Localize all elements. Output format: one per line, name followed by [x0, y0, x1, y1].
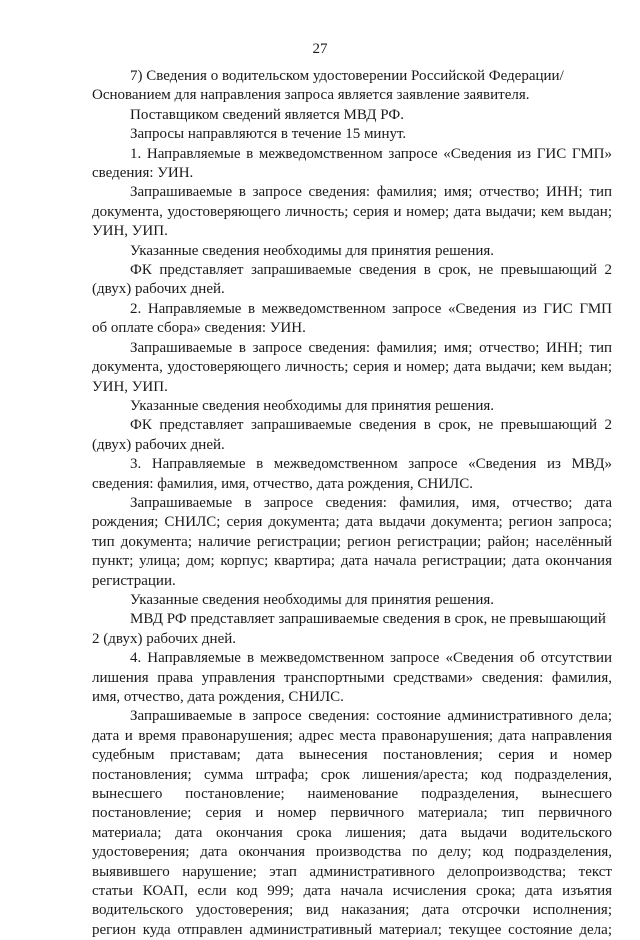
text-line: 2. Направляемые в межведомственном запросе «Сведения из ГИС ГМП: [130, 300, 612, 317]
intro-line: 7) Сведения о водительском удостоверении Российской Федерации/: [130, 68, 564, 84]
text-line: водительского удостоверения; вид наказания; дата отсрочки исполнения;: [92, 902, 612, 919]
text-line: 1. Направляемые в межведомственном запросе «Сведения из ГИС ГМП»: [130, 145, 612, 162]
text-line: рождения; СНИЛС; серия документа; дата выдачи документа; регион запроса;: [92, 514, 612, 531]
section-3-term: [92, 610, 612, 649]
text-line: Запрашиваемые в запросе сведения: фамилия; имя; отчество; ИНН; тип: [130, 184, 612, 201]
page-number: 27: [312, 41, 328, 57]
text-line: Указанные сведения необходимы для принятия решения.: [130, 591, 495, 608]
section-3-requested-data: [92, 494, 612, 591]
text-line: тип документа; наличие регистрации; регион регистрации; район; населённый: [92, 533, 612, 550]
text-line: материала; дата окончания срока лишения; дата выдачи водительского: [92, 824, 612, 841]
intro-paragraph: [92, 106, 612, 125]
text-line: пункт; улица; дом; корпус; квартира; дата начала регистрации; дата окончания: [92, 553, 612, 570]
text-line: 3. Направляемые в межведомственном запросе «Сведения из МВД»: [130, 456, 612, 473]
section-2-term: [92, 416, 612, 455]
section-1-requested-data: [92, 183, 612, 241]
text-line: об оплате сбора» сведения: УИН.: [92, 320, 306, 337]
section-2-requested-data: [92, 339, 612, 397]
text-line: Указанные сведения необходимы для принятия решения.: [130, 242, 495, 259]
section-3-request: [92, 455, 612, 494]
section-2-request: [92, 300, 612, 339]
text-line: сведения: фамилия, имя, отчество, дата рождения, СНИЛС.: [92, 475, 474, 492]
text-line: удостоверения; дата окончания производства по делу; код подразделения,: [92, 844, 612, 861]
section-4-requested-data: [92, 707, 612, 940]
text-line: ФК представляет запрашиваемые сведения в срок, не превышающий 2: [130, 417, 612, 434]
section-1-necessity: [92, 242, 612, 261]
intro-paragraph: [92, 67, 612, 86]
text-line: постановления; сумма штрафа; срок лишения/ареста; код подразделения,: [92, 766, 612, 783]
text-line: УИН, УИП.: [92, 223, 168, 240]
text-line: (двух) рабочих дней.: [92, 436, 225, 453]
text-line: вынесшего постановление; наименование подразделения, вынесшего: [92, 786, 612, 803]
intro-paragraph: [92, 125, 612, 144]
text-line: регион куда отправлен административный материал; текущее состояние дела;: [92, 921, 612, 938]
text-line: Указанные сведения необходимы для принятия решения.: [130, 397, 495, 414]
intro-line: Запросы направляются в течение 15 минут.: [130, 126, 407, 143]
section-3-necessity: [92, 591, 612, 610]
text-line: сведения: УИН.: [92, 165, 194, 182]
text-line: 4. Направляемые в межведомственном запросе «Сведения об отсутствии: [130, 650, 612, 667]
text-line: документа, удостоверяющего личность; серия и номер; дата выдачи; кем выдан;: [92, 359, 612, 376]
document-body: [92, 67, 612, 940]
text-line: лишения права управления транспортными средствами» сведения: фамилия,: [92, 669, 612, 686]
text-line: статьи КОАП, если код 999; дата начала исчисления срока; дата изъятия: [92, 883, 612, 900]
text-line: имя, отчество, дата рождения, СНИЛС.: [92, 689, 344, 705]
text-line: дата и время правонарушения; адрес места правонарушения; дата направления: [92, 727, 612, 744]
text-line: судебным приставам; дата вынесения постановления; серия и номер: [92, 747, 612, 764]
intro-paragraph: [92, 86, 612, 105]
text-line: Запрашиваемые в запросе сведения: фамилия, имя, отчество; дата: [130, 494, 612, 511]
section-1-request: [92, 145, 612, 184]
text-line: ФК представляет запрашиваемые сведения в срок, не превышающий 2: [130, 262, 612, 279]
intro-line: Основанием для направления запроса является заявление заявителя.: [92, 87, 530, 104]
text-line: (двух) рабочих дней.: [92, 281, 225, 298]
section-2-necessity: [92, 397, 612, 416]
text-line: Запрашиваемые в запросе сведения: фамилия; имя; отчество; ИНН; тип: [130, 339, 612, 356]
text-line: УИН, УИП.: [92, 378, 168, 395]
section-1-term: [92, 261, 612, 300]
text-line: Запрашиваемые в запросе сведения: состояние административного дела;: [130, 708, 612, 725]
text-line: регистрации.: [92, 572, 176, 589]
text-line: МВД РФ представляет запрашиваемые сведения в срок, не превышающий: [130, 611, 606, 628]
text-line: выявившего нарушение; этап административного делопроизводства; текст: [92, 863, 612, 880]
text-line: 2 (двух) рабочих дней.: [92, 630, 237, 647]
intro-line: Поставщиком сведений является МВД РФ.: [130, 106, 404, 123]
section-4-request: [92, 649, 612, 707]
text-line: документа, удостоверяющего личность; серия и номер; дата выдачи; кем выдан;: [92, 203, 612, 220]
text-line: постановление; серия и номер первичного материала; тип первичного: [92, 805, 612, 822]
